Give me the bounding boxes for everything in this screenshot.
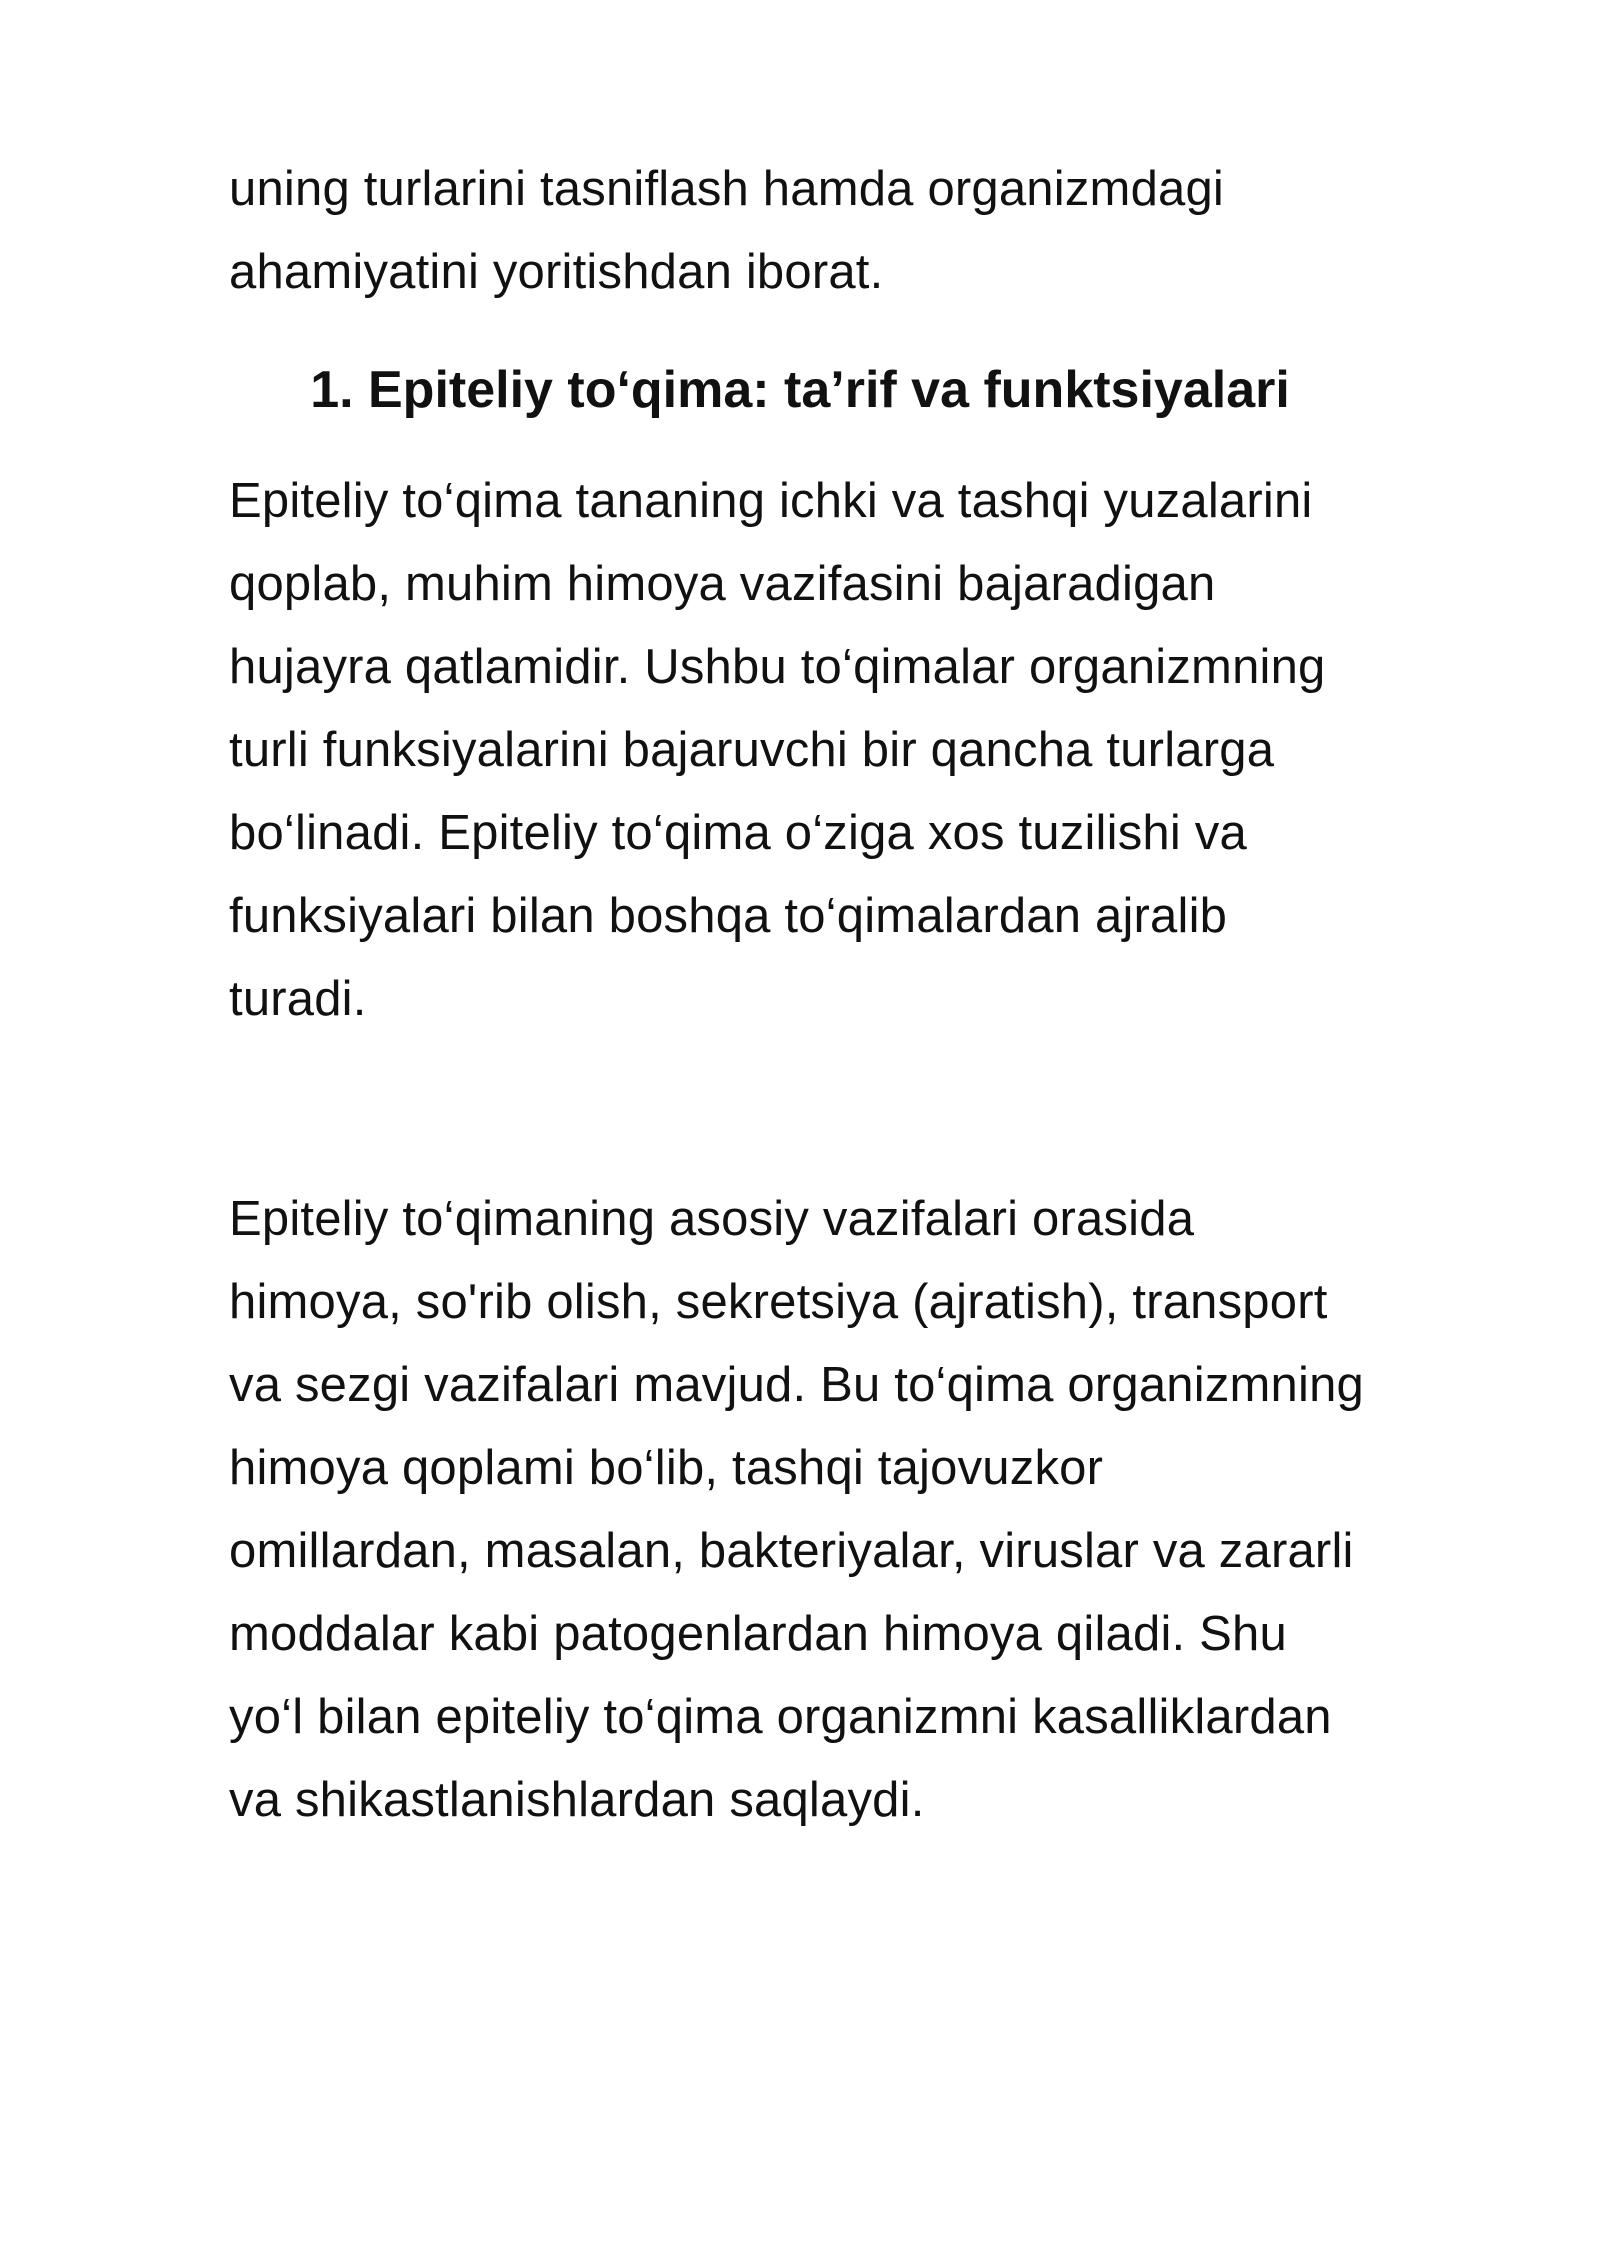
paragraph-2-line: va sezgi vazifalari mavjud. Bu to‘qima organizmning <box>229 1358 1364 1412</box>
paragraph-1-line: qoplab, muhim himoya vazifasini bajaradigan <box>229 557 1216 611</box>
paragraph-1-line: bo‘linadi. Epiteliy to‘qima o‘ziga xos tuzilishi va <box>229 806 1247 860</box>
paragraph-1-line: Epiteliy to‘qima tananing ichki va tashqi yuzalarini <box>229 474 1313 528</box>
intro-line: ahamiyatini yoritishdan iborat. <box>229 245 884 299</box>
paragraph-1-line: funksiyalari bilan boshqa to‘qimalardan ajralib <box>229 889 1228 943</box>
paragraph-1-line: turadi. <box>229 972 367 1026</box>
paragraph-2-line: himoya qoplami bo‘lib, tashqi tajovuzkor <box>229 1441 1104 1495</box>
paragraph-2-line: va shikastlanishlardan saqlaydi. <box>229 1773 925 1827</box>
section-heading: 1. Epiteliy to‘qima: ta’rif va funktsiyalari <box>310 361 1290 419</box>
paragraph-2-line: moddalar kabi patogenlardan himoya qiladi. Shu <box>229 1607 1287 1661</box>
paragraph-2-line: Epiteliy to‘qimaning asosiy vazifalari orasida <box>229 1192 1195 1246</box>
paragraph-1-line: turli funksiyalarini bajaruvchi bir qancha turlarga <box>229 723 1275 777</box>
intro-line: uning turlarini tasniflash hamda organizmdagi <box>229 162 1225 216</box>
paragraph-2-line: himoya, so'rib olish, sekretsiya (ajratish), transport <box>229 1275 1328 1329</box>
paragraph-2-line: yo‘l bilan epiteliy to‘qima organizmni kasalliklardan <box>229 1690 1332 1744</box>
paragraph-2-line: omillardan, masalan, bakteriyalar, viruslar va zararli <box>229 1524 1354 1578</box>
paragraph-1-line: hujayra qatlamidir. Ushbu to‘qimalar organizmning <box>229 640 1326 694</box>
